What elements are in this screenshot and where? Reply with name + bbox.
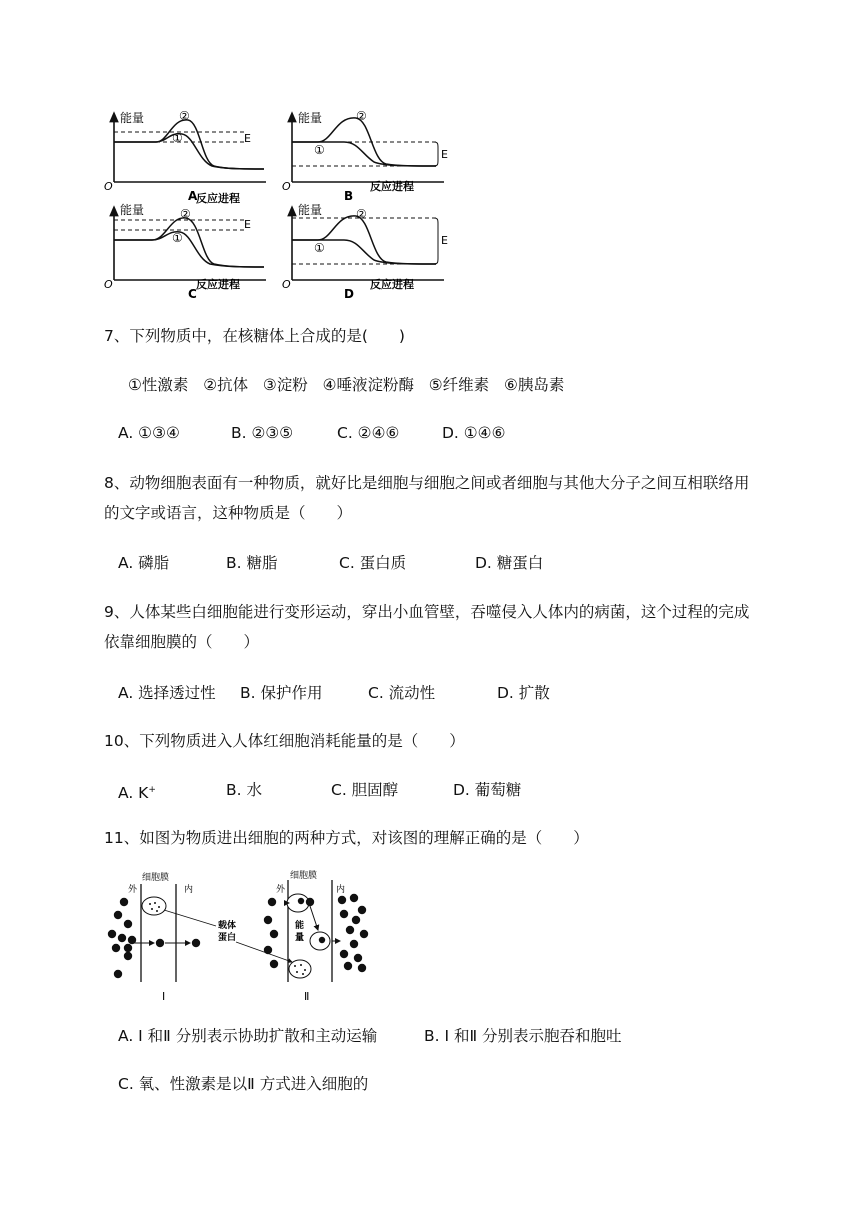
origin-label: O xyxy=(104,180,113,193)
molecules-outside xyxy=(108,898,136,978)
y-axis-label: 能量 xyxy=(298,111,323,125)
x-axis-label: 反应进程 xyxy=(370,180,414,193)
e-label: E xyxy=(244,218,251,231)
question-7-option-a[interactable]: A. ①③④ xyxy=(118,424,180,442)
energy-panel-b xyxy=(282,109,448,203)
energy-panel-c xyxy=(104,202,266,300)
question-11-option-c[interactable]: C. 氧、性激素是以Ⅱ 方式进入细胞的 xyxy=(118,1075,369,1093)
item: ④唾液淀粉酶 xyxy=(322,376,414,394)
transport-diagram xyxy=(104,868,374,1004)
origin-label: O xyxy=(282,278,291,291)
question-7-items xyxy=(128,374,564,396)
energy-diagrams-figure xyxy=(96,104,466,300)
question-10-option-b[interactable]: B. 水 xyxy=(226,781,262,799)
origin-label: O xyxy=(282,180,291,193)
x-axis-label: 反应进程 xyxy=(370,278,414,291)
energy-panel-d xyxy=(282,202,448,300)
curve-1-label: ① xyxy=(172,131,183,145)
y-axis-label: 能量 xyxy=(120,203,145,217)
question-9-option-c[interactable]: C. 流动性 xyxy=(368,684,436,702)
option-text: A. K xyxy=(118,784,149,803)
k-superscript: + xyxy=(148,785,156,795)
question-8-option-c[interactable]: C. 蛋白质 xyxy=(339,554,407,572)
question-10-option-c[interactable]: C. 胆固醇 xyxy=(331,781,399,799)
curve-2-label: ② xyxy=(180,207,191,221)
curve-1-label: ① xyxy=(172,231,183,245)
question-8-option-a[interactable]: A. 磷脂 xyxy=(118,554,170,572)
membrane-label: 细胞膜 xyxy=(290,871,318,881)
inside-label: 内 xyxy=(336,885,346,895)
panel-label-c: C xyxy=(188,287,197,300)
panel-label-a: A xyxy=(188,189,198,203)
item: ⑥胰岛素 xyxy=(503,376,565,394)
item: ②抗体 xyxy=(203,376,249,394)
y-axis-label: 能量 xyxy=(120,111,145,125)
panel-1-label: Ⅰ xyxy=(162,990,166,1003)
molecules-inside-2 xyxy=(338,894,368,972)
inside-label: 内 xyxy=(184,885,194,895)
origin-label: O xyxy=(104,278,113,291)
curve-1-label: ① xyxy=(314,241,325,255)
e-label: E xyxy=(441,234,448,247)
question-7-option-c[interactable]: C. ②④⑥ xyxy=(337,424,400,442)
question-7-option-b[interactable]: B. ②③⑤ xyxy=(231,424,294,442)
e-label: E xyxy=(441,148,448,161)
panel-label-b: B xyxy=(344,189,354,203)
molecules-outside-2 xyxy=(264,898,278,968)
transport-panel-1 xyxy=(108,871,200,1003)
membrane-label: 细胞膜 xyxy=(142,873,170,883)
question-10-option-a[interactable] xyxy=(118,779,156,804)
question-8-option-d[interactable]: D. 糖蛋白 xyxy=(475,554,544,572)
panel-2-label: Ⅱ xyxy=(304,990,310,1003)
question-8-stem: 8、动物细胞表面有一种物质，就好比是细胞与细胞之间或者细胞与其他大分子之间互相联络用的文字或语言，这种物质是（ ） xyxy=(104,474,750,522)
question-9-stem: 9、人体某些白细胞能进行变形运动，穿出小血管壁，吞噬侵入人体内的病菌，这个过程的完成依靠细胞膜的（ ） xyxy=(104,603,750,651)
curve-2-label: ② xyxy=(356,109,367,123)
energy-panel-a xyxy=(104,109,266,205)
transport-panel-2 xyxy=(264,869,368,1003)
outside-label: 外 xyxy=(276,885,286,895)
question-7-stem: 7、下列物质中，在核糖体上合成的是( ) xyxy=(104,327,405,345)
carrier-label-line1: 载体 xyxy=(218,921,237,931)
question-9-option-b[interactable]: B. 保护作用 xyxy=(240,684,323,702)
item: ⑤纤维素 xyxy=(428,376,490,394)
x-axis-label: 反应进程 xyxy=(196,192,240,205)
question-7-option-d[interactable]: D. ①④⑥ xyxy=(442,424,506,442)
item: ①性激素 xyxy=(128,376,189,394)
question-11-option-a[interactable]: A. Ⅰ 和Ⅱ 分别表示协助扩散和主动运输 xyxy=(118,1027,378,1045)
curve-2-label: ② xyxy=(356,207,367,221)
item: ③淀粉 xyxy=(262,376,308,394)
carrier-label-line2: 蛋白 xyxy=(218,933,237,943)
panel-label-d: D xyxy=(344,287,354,300)
curve-1-label: ① xyxy=(314,143,325,157)
question-10-stem: 10、下列物质进入人体红细胞消耗能量的是（ ） xyxy=(104,732,465,750)
question-9-option-d[interactable]: D. 扩散 xyxy=(497,684,550,702)
y-axis-label: 能量 xyxy=(298,203,323,217)
outside-label: 外 xyxy=(128,885,138,895)
energy-label-line1: 能 xyxy=(295,921,305,931)
curve-2-label: ② xyxy=(179,109,190,123)
question-8-option-b[interactable]: B. 糖脂 xyxy=(226,554,278,572)
x-axis-label: 反应进程 xyxy=(196,278,240,291)
question-11-stem: 11、如图为物质进出细胞的两种方式，对该图的理解正确的是（ ） xyxy=(104,829,589,847)
question-10-option-d[interactable]: D. 葡萄糖 xyxy=(453,781,522,799)
energy-label-line2: 量 xyxy=(295,933,305,943)
question-11-option-b[interactable]: B. Ⅰ 和Ⅱ 分别表示胞吞和胞吐 xyxy=(424,1027,622,1045)
e-label: E xyxy=(244,132,251,145)
question-9-option-a[interactable]: A. 选择透过性 xyxy=(118,684,216,702)
